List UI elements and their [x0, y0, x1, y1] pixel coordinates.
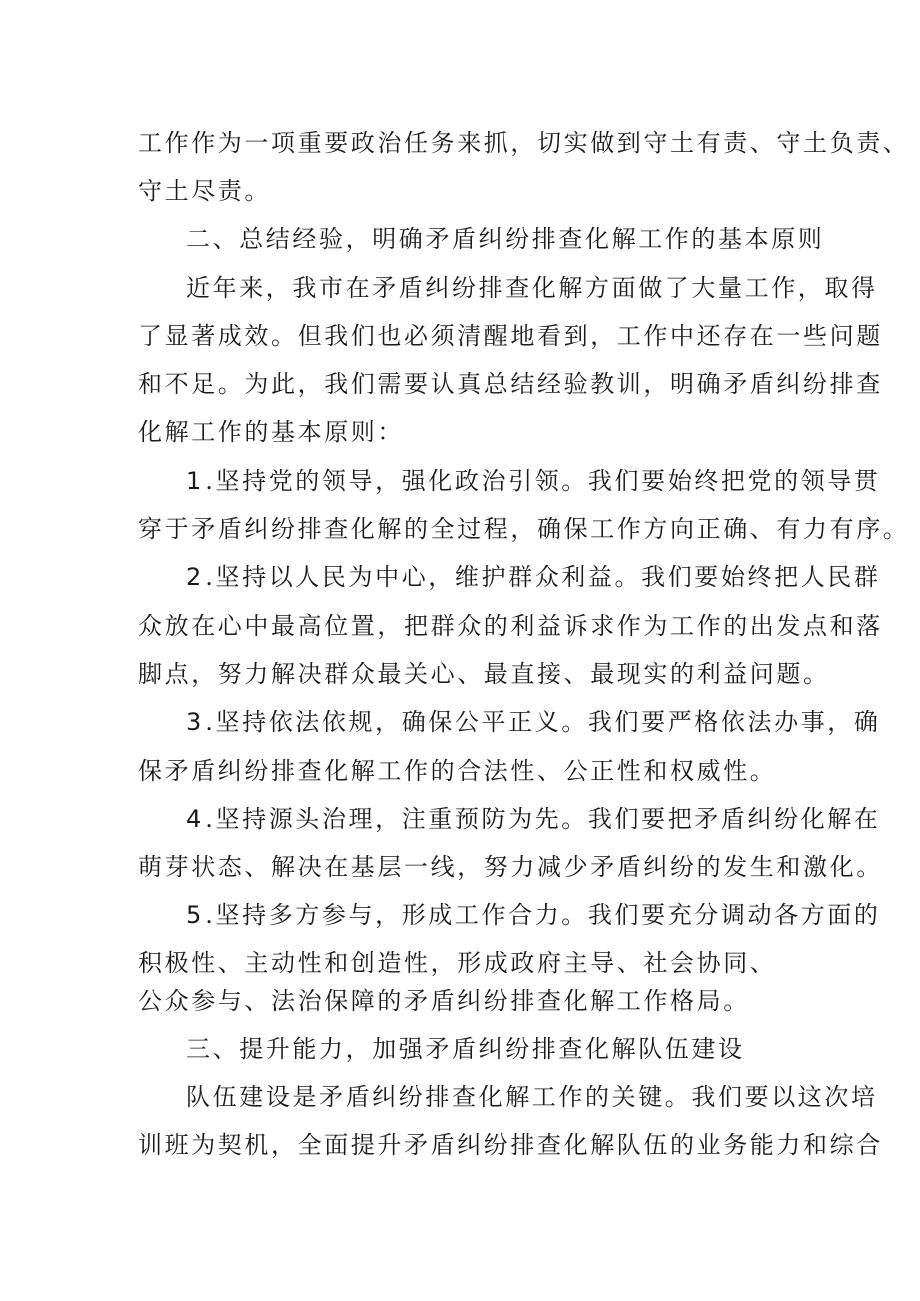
- list-item-4: [186, 803, 881, 835]
- list-number: 5: [186, 901, 206, 929]
- list-item-5: [186, 899, 881, 931]
- paragraph-line: 和不足。为此，我们需要认真总结经验教训，明确矛盾纠纷排查: [138, 370, 883, 398]
- paragraph-line: 公众参与、法治保障的矛盾纠纷排查化解工作格局。: [138, 987, 750, 1015]
- list-item-2: [186, 561, 881, 593]
- paragraph-line: 众放在心中最高位置，把群众的利益诉求作为工作的出发点和落: [138, 612, 883, 640]
- list-number: 4: [186, 805, 206, 833]
- paragraph-line: 工作作为一项重要政治任务来抓，切实做到守土有责、守土负责、: [138, 129, 910, 157]
- section-heading: 二、总结经验，明确矛盾纠纷排查化解工作的基本原则: [186, 225, 825, 253]
- list-item-3: [186, 706, 881, 738]
- list-item-text: .坚持源头治理，注重预防为先。我们要把矛盾纠纷化解在: [205, 805, 881, 833]
- section-heading: 三、提升能力，加强矛盾纠纷排查化解队伍建设: [186, 1035, 745, 1063]
- paragraph-line: 训班为契机，全面提升矛盾纠纷排查化解队伍的业务能力和综合: [138, 1131, 883, 1159]
- paragraph-line: 保矛盾纠纷排查化解工作的合法性、公正性和权威性。: [138, 757, 777, 785]
- list-item-text: .坚持党的领导，强化政治引领。我们要始终把党的领导贯: [205, 467, 881, 495]
- list-number: 3: [186, 708, 206, 736]
- paragraph-line: 守土尽责。: [138, 177, 271, 205]
- list-number: 1: [186, 467, 206, 495]
- paragraph-line: 队伍建设是矛盾纠纷排查化解工作的关键。我们要以这次培: [186, 1083, 878, 1111]
- paragraph-line: 脚点，努力解决群众最关心、最直接、最现实的利益问题。: [138, 660, 830, 688]
- list-number: 2: [186, 563, 206, 591]
- list-item-text: .坚持以人民为中心，维护群众利益。我们要始终把人民群: [205, 563, 881, 591]
- paragraph-line: 了显著成效。但我们也必须清醒地看到，工作中还存在一些问题: [138, 322, 883, 350]
- paragraph-line: 近年来，我市在矛盾纠纷排查化解方面做了大量工作，取得: [186, 274, 878, 302]
- paragraph-line: 积极性、主动性和创造性，形成政府主导、社会协同、: [138, 949, 777, 977]
- list-item-text: .坚持依法依规，确保公平正义。我们要严格依法办事，确: [205, 708, 881, 736]
- paragraph-line: 萌芽状态、解决在基层一线，努力减少矛盾纠纷的发生和激化。: [138, 853, 883, 881]
- list-item-text: .坚持多方参与，形成工作合力。我们要充分调动各方面的: [205, 901, 881, 929]
- list-item-1: [186, 465, 881, 497]
- paragraph-line: 化解工作的基本原则：: [138, 418, 404, 446]
- paragraph-line: 穿于矛盾纠纷排查化解的全过程，确保工作方向正确、有力有序。: [138, 515, 910, 543]
